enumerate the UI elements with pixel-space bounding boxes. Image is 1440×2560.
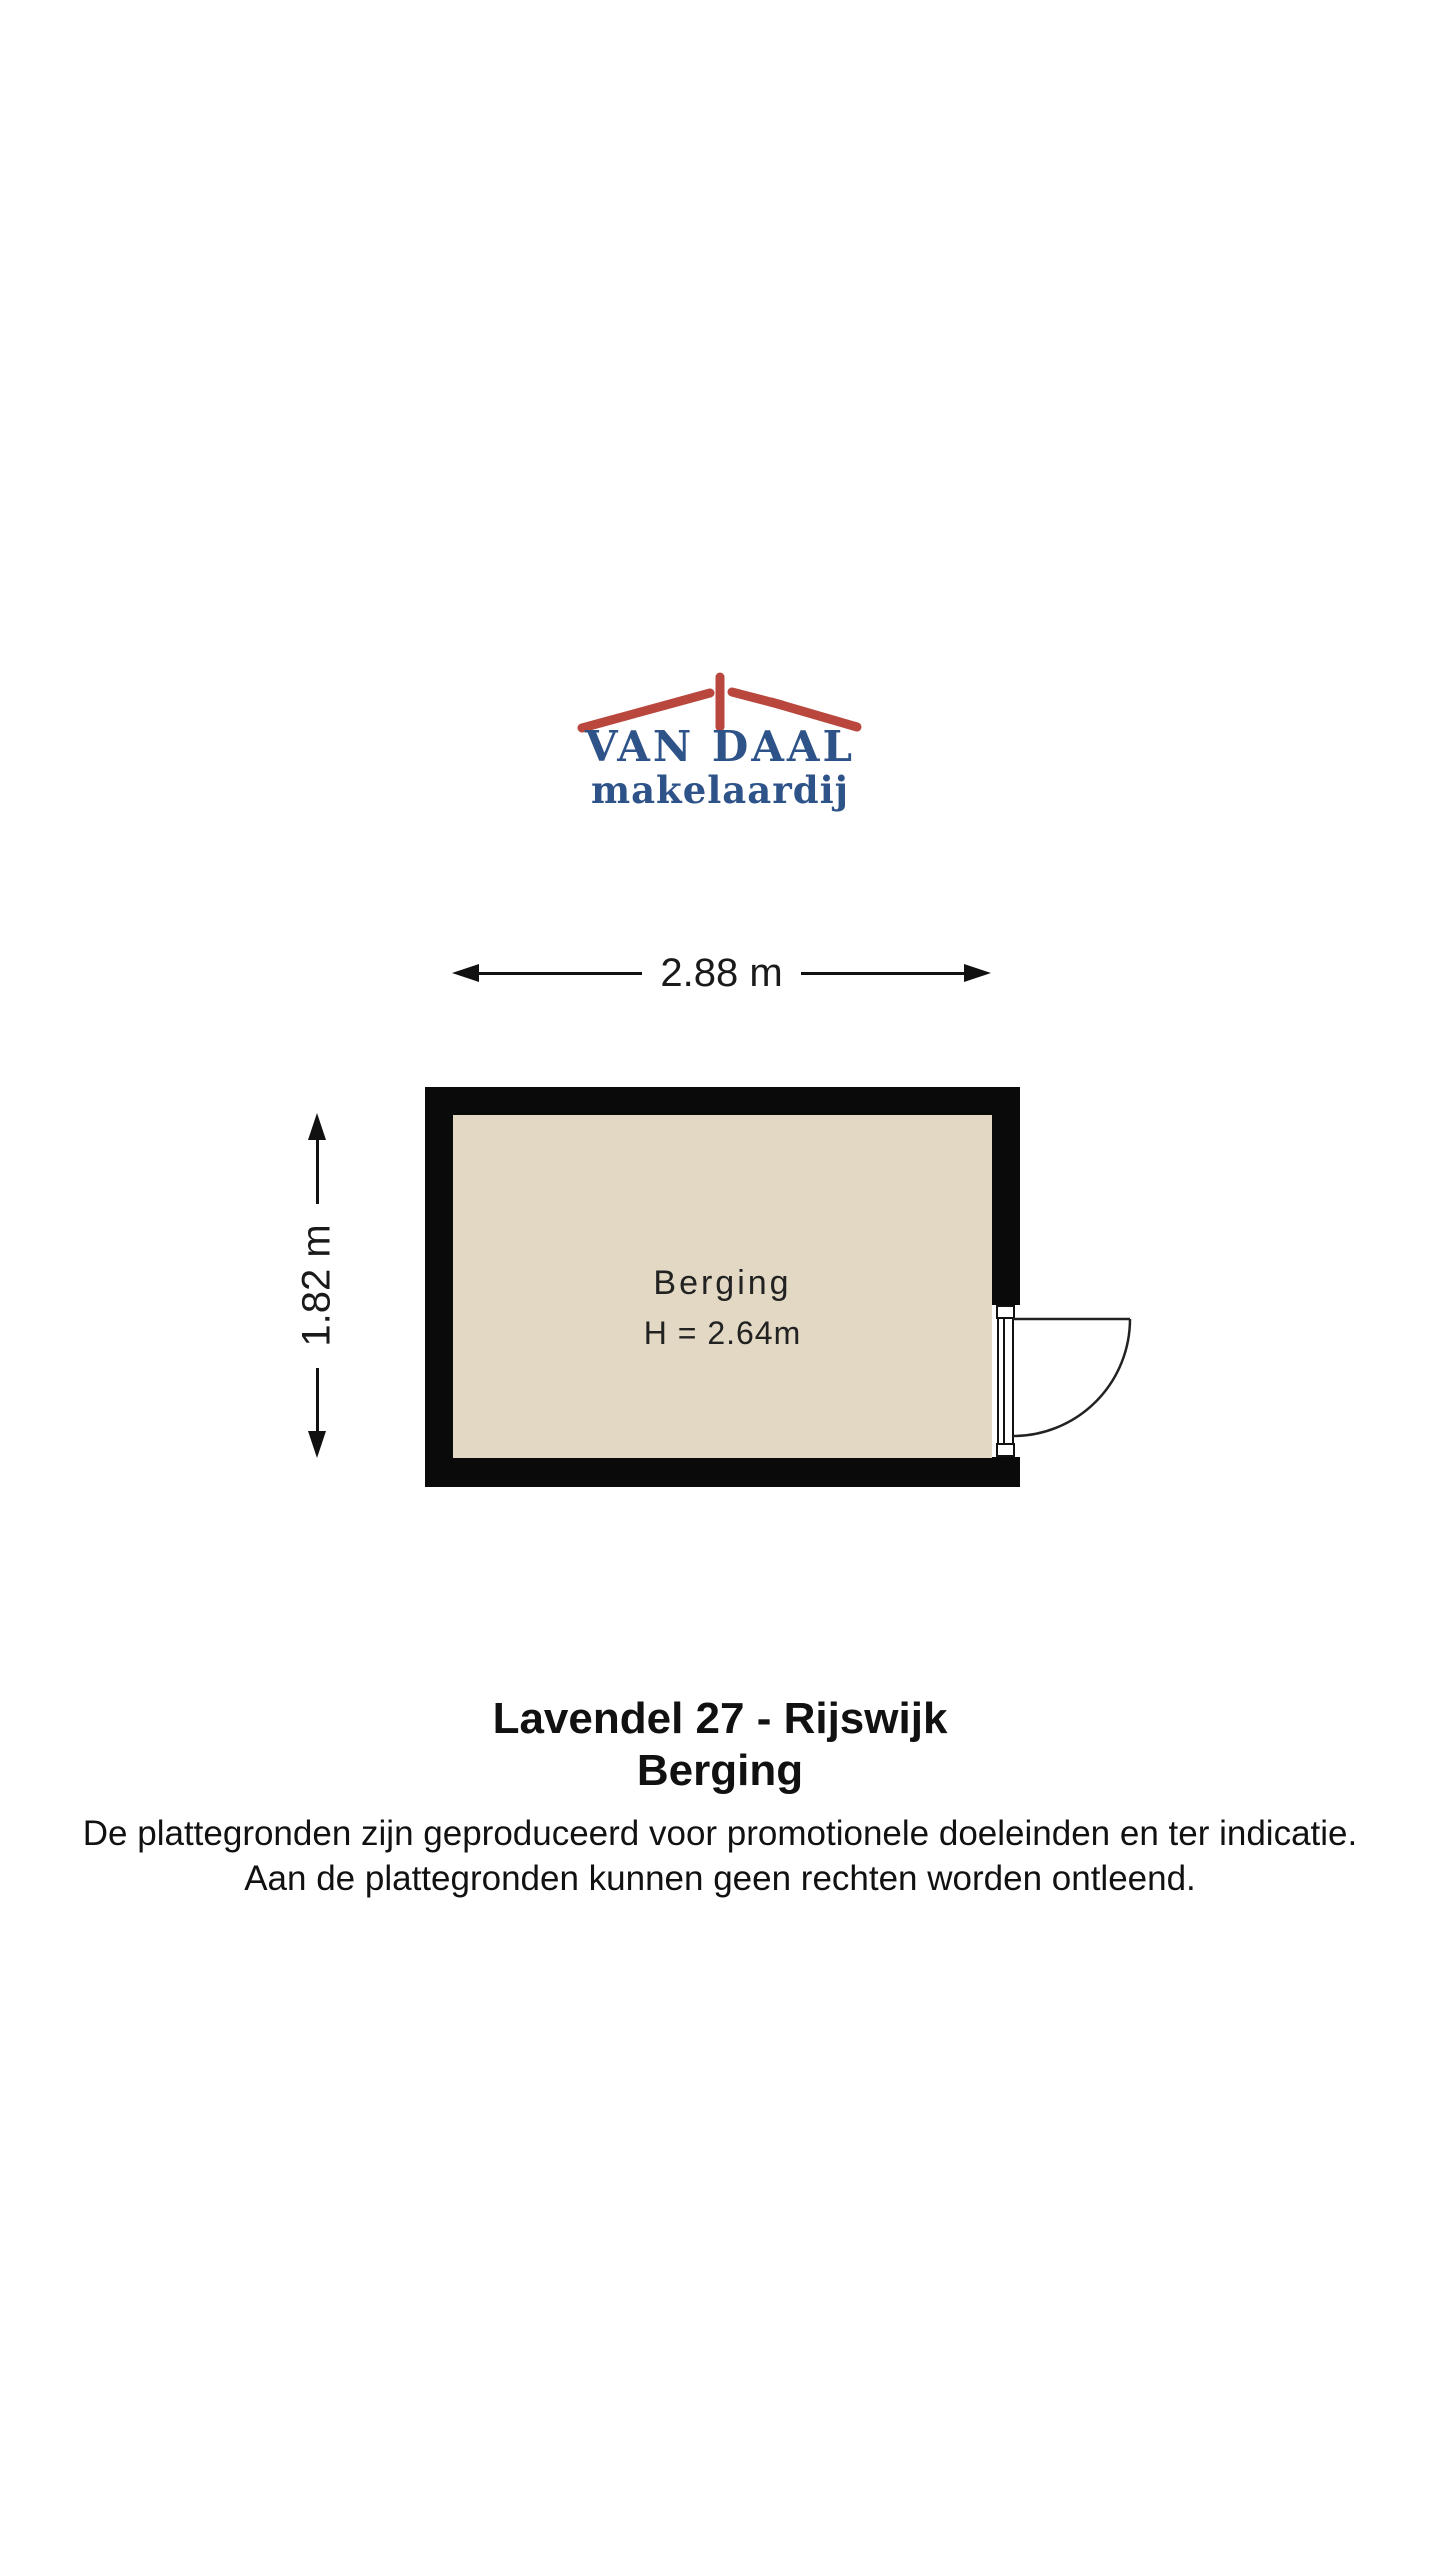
room-label: Berging bbox=[653, 1264, 792, 1302]
width-dimension bbox=[452, 946, 991, 1000]
dimension-line bbox=[316, 1368, 319, 1432]
dimension-line bbox=[316, 1140, 319, 1204]
height-dimension-label: 1.82 m bbox=[294, 1224, 339, 1347]
width-dimension-label: 2.88 m bbox=[660, 950, 783, 995]
arrow-down-icon bbox=[308, 1431, 326, 1458]
caption-subtitle: Berging bbox=[636, 1746, 804, 1795]
arrow-right-icon bbox=[964, 964, 991, 982]
height-dimension bbox=[290, 1113, 344, 1458]
dimension-line bbox=[479, 972, 642, 975]
room-height-label: H = 2.64m bbox=[643, 1315, 802, 1351]
disclaimer-line1: De plattegronden zijn geproduceerd voor promotionele doeleinden en ter indicatie. bbox=[82, 1814, 1358, 1853]
logo-name: VAN DAAL bbox=[584, 722, 856, 771]
arrow-left-icon bbox=[452, 964, 479, 982]
door-swing-icon bbox=[1000, 1300, 1150, 1460]
dimension-line bbox=[801, 972, 964, 975]
arrow-up-icon bbox=[308, 1113, 326, 1140]
height-dimension-label-box bbox=[290, 1204, 344, 1368]
logo-subtitle: makelaardij bbox=[590, 768, 850, 812]
room-text bbox=[453, 1264, 992, 1350]
disclaimer-line2: Aan de plattegronden kunnen geen rechten worden ontleend. bbox=[244, 1859, 1196, 1898]
caption-title: Lavendel 27 - Rijswijk bbox=[492, 1694, 948, 1743]
